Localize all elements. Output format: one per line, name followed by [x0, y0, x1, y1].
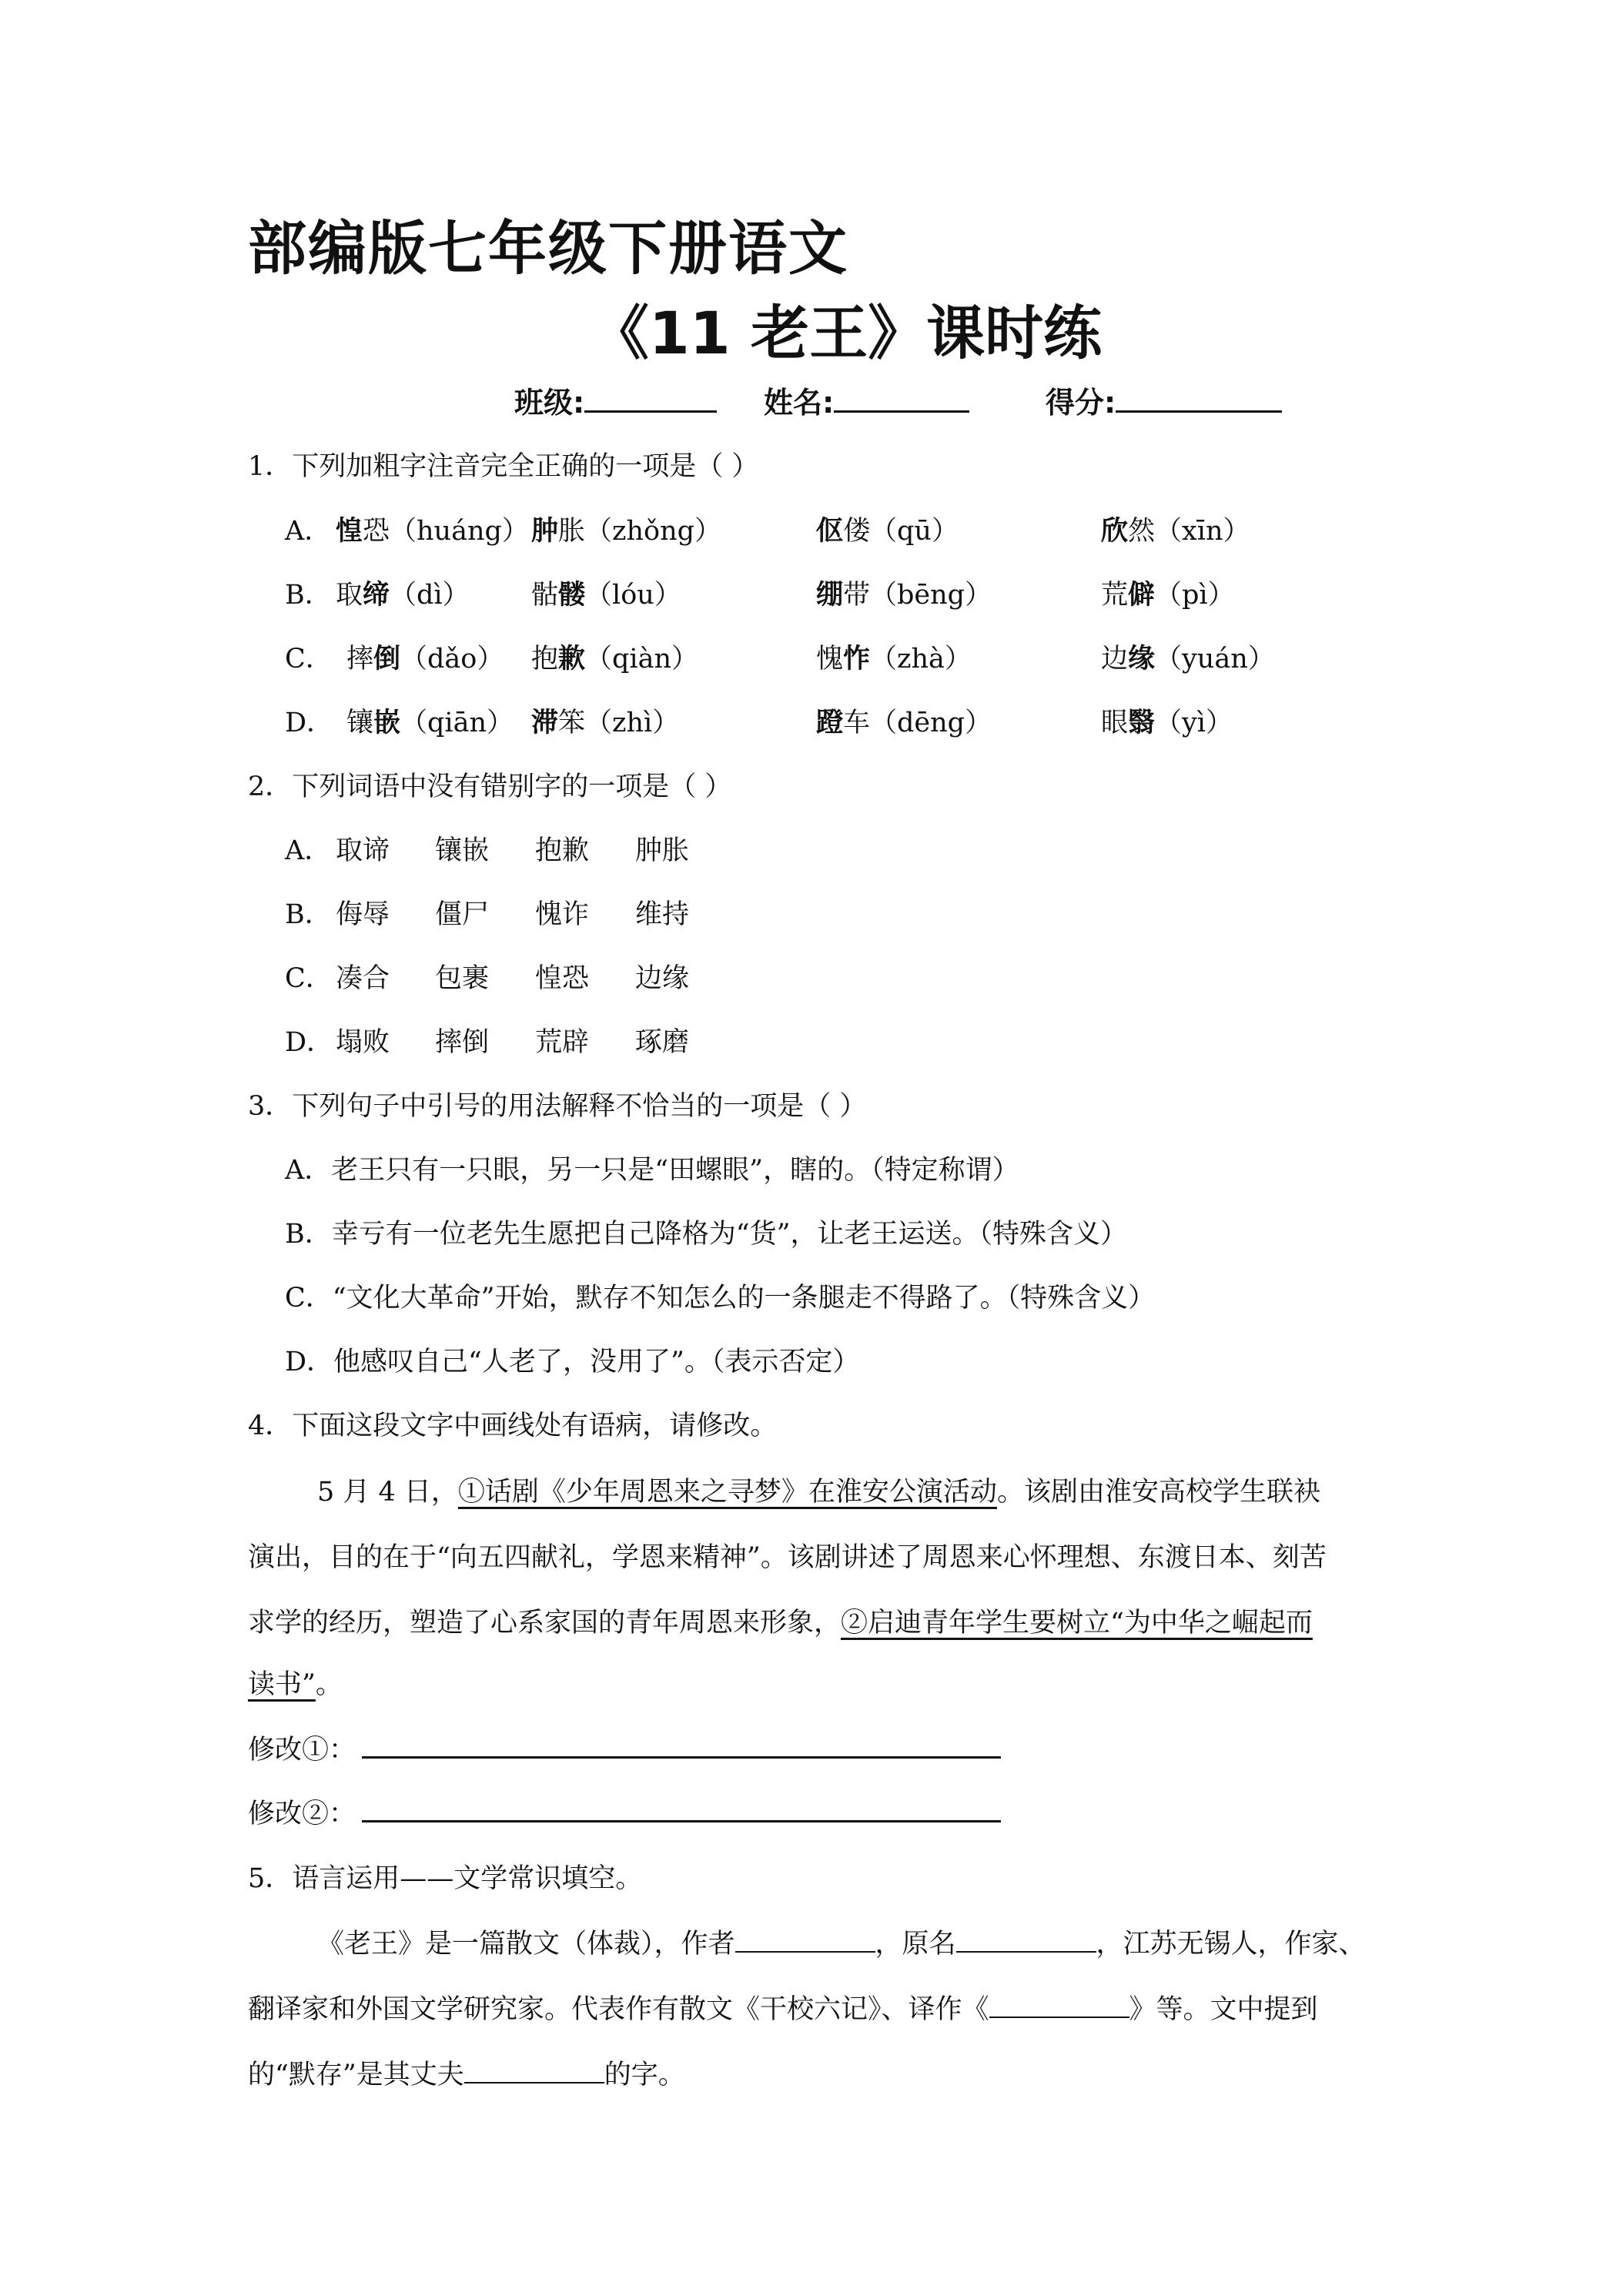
name-field: 姓名: [764, 379, 969, 421]
author-blank[interactable] [735, 1928, 875, 1953]
lesson-title: 《11 老王》课时练 [590, 299, 1103, 367]
question-4-passage-line-4: 读书”。 [248, 1669, 343, 1700]
fix-2-label: 修改②： [248, 1799, 356, 1829]
question-2-stem: 2．下列词语中没有错别字的一项是（ ） [248, 771, 732, 802]
score-blank[interactable] [1116, 383, 1282, 413]
question-3-option-a: A．老王只有一只眼，另一只是“田螺眼”，瞎的。（特定称谓） [285, 1155, 1019, 1186]
question-3-option-c: C．“文化大革命”开始，默存不知怎么的一条腿走不得路了。（特殊含义） [285, 1283, 1156, 1314]
question-5-stem: 5．语言运用——文学常识填空。 [248, 1863, 643, 1894]
husband-name-blank[interactable] [464, 2059, 604, 2083]
class-blank[interactable] [584, 383, 717, 413]
name-blank[interactable] [834, 383, 969, 413]
page-title: 部编版七年级下册语文 [248, 214, 848, 283]
question-4-passage-line-2: 演出，目的在于“向五四献礼，学恩来精神”。该剧讲述了周恩来心怀理想、东渡日本、刻苦 [248, 1542, 1327, 1573]
question-3-option-d: D．他感叹自己“人老了，没用了”。（表示否定） [285, 1347, 860, 1377]
fix-2-answer-line[interactable] [362, 1820, 1001, 1822]
fix-1-answer-line[interactable] [362, 1756, 1001, 1759]
question-4-passage-line-1: 5 月 4 日，①话剧《少年周恩来之寻梦》在淮安公演活动。该剧由淮安高校学生联袂 [317, 1477, 1320, 1508]
worksheet-page: 部编版七年级下册语文 《11 老王》课时练 班级: 姓名: 得分: 1．下列加粗字注音完全正确的一项是（ ） A． 惶恐（huáng） 肿胀（zhǒng） 伛偻（qū） 欣然（xīn） B． 取缔（dì） 骷髅（lóu） 绷带（bēng） 荒僻（pì） C． 摔倒（dǎo） 抱歉（qiàn） 愧怍（zhà） 边缘（yuán） D． 镶嵌（qiān） 滞笨（zhì） 蹬车（dēng） 眼翳（yì） 2．下列词语中没有错别字的一项是（ ） A． 取谛 镶嵌 抱歉 肿胀 B． 侮辱 僵尸 愧诈 维持 C． 凑合 包裹 惶恐 边缘 D． 塌败 摔倒 荒辟 琢磨 3．下列句子中引号的用法解释不恰当的一项是（ ） A．老王只有一只眼，另一只是“田螺眼”，瞎的。（特定称谓） B．幸亏有一位老先生愿把自己降格为“货”，让老王运送。（特殊含义） C．“文化大革命”开始，默存不知怎么的一条腿走不得路了。（特殊含义） D．他感叹自己“人老了，没用了”。（表示否定） 4．下面这段文字中画线处有语病，请修改。 5 月 4 日，①话剧《少年周恩来之寻梦》在淮安公演活动。该剧由淮安高校学生联袂 演出，目的在于“向五四献礼，学恩来精神”。该剧讲述了周恩来心怀理想、东渡日本、刻苦 求学的经历，塑造了心系家国的青年周恩来形象，②启迪青年学生要树立“为中华之崛起而 读书”。 修改①： 修改②： 5．语言运用——文学常识填空。 《老王》是一篇散文（体裁），作者 ，原名 ，江苏无锡人，作家、 翻译家和外国文学研究家。代表作有散文《干校六记》、译作《 》等。文中提到 的“默存”是其丈夫 的字。 [0, 0, 1623, 2296]
question-1-stem: 1．下列加粗字注音完全正确的一项是（ ） [248, 451, 759, 482]
question-3-option-b: B．幸亏有一位老先生愿把自己降格为“货”，让老王运送。（特殊含义） [285, 1219, 1128, 1250]
original-name-blank[interactable] [956, 1928, 1096, 1953]
question-3-stem: 3．下列句子中引号的用法解释不恰当的一项是（ ） [248, 1091, 867, 1122]
question-4-passage-line-3: 求学的经历，塑造了心系家国的青年周恩来形象，②启迪青年学生要树立“为中华之崛起而 [248, 1608, 1313, 1638]
question-4-stem: 4．下面这段文字中画线处有语病，请修改。 [248, 1411, 778, 1441]
question-5-line-2: 翻译家和外国文学研究家。代表作有散文《干校六记》、译作《 》等。文中提到 [248, 1994, 1318, 2025]
question-5-line-1: 《老王》是一篇散文（体裁），作者 ，原名 ，江苏无锡人，作家、 [317, 1929, 1366, 1960]
fix-1-label: 修改①： [248, 1735, 356, 1766]
translation-blank[interactable] [989, 1993, 1129, 2018]
question-5-line-3: 的“默存”是其丈夫 的字。 [248, 2060, 685, 2090]
class-field: 班级: [514, 379, 717, 421]
score-field: 得分: [1046, 379, 1282, 421]
